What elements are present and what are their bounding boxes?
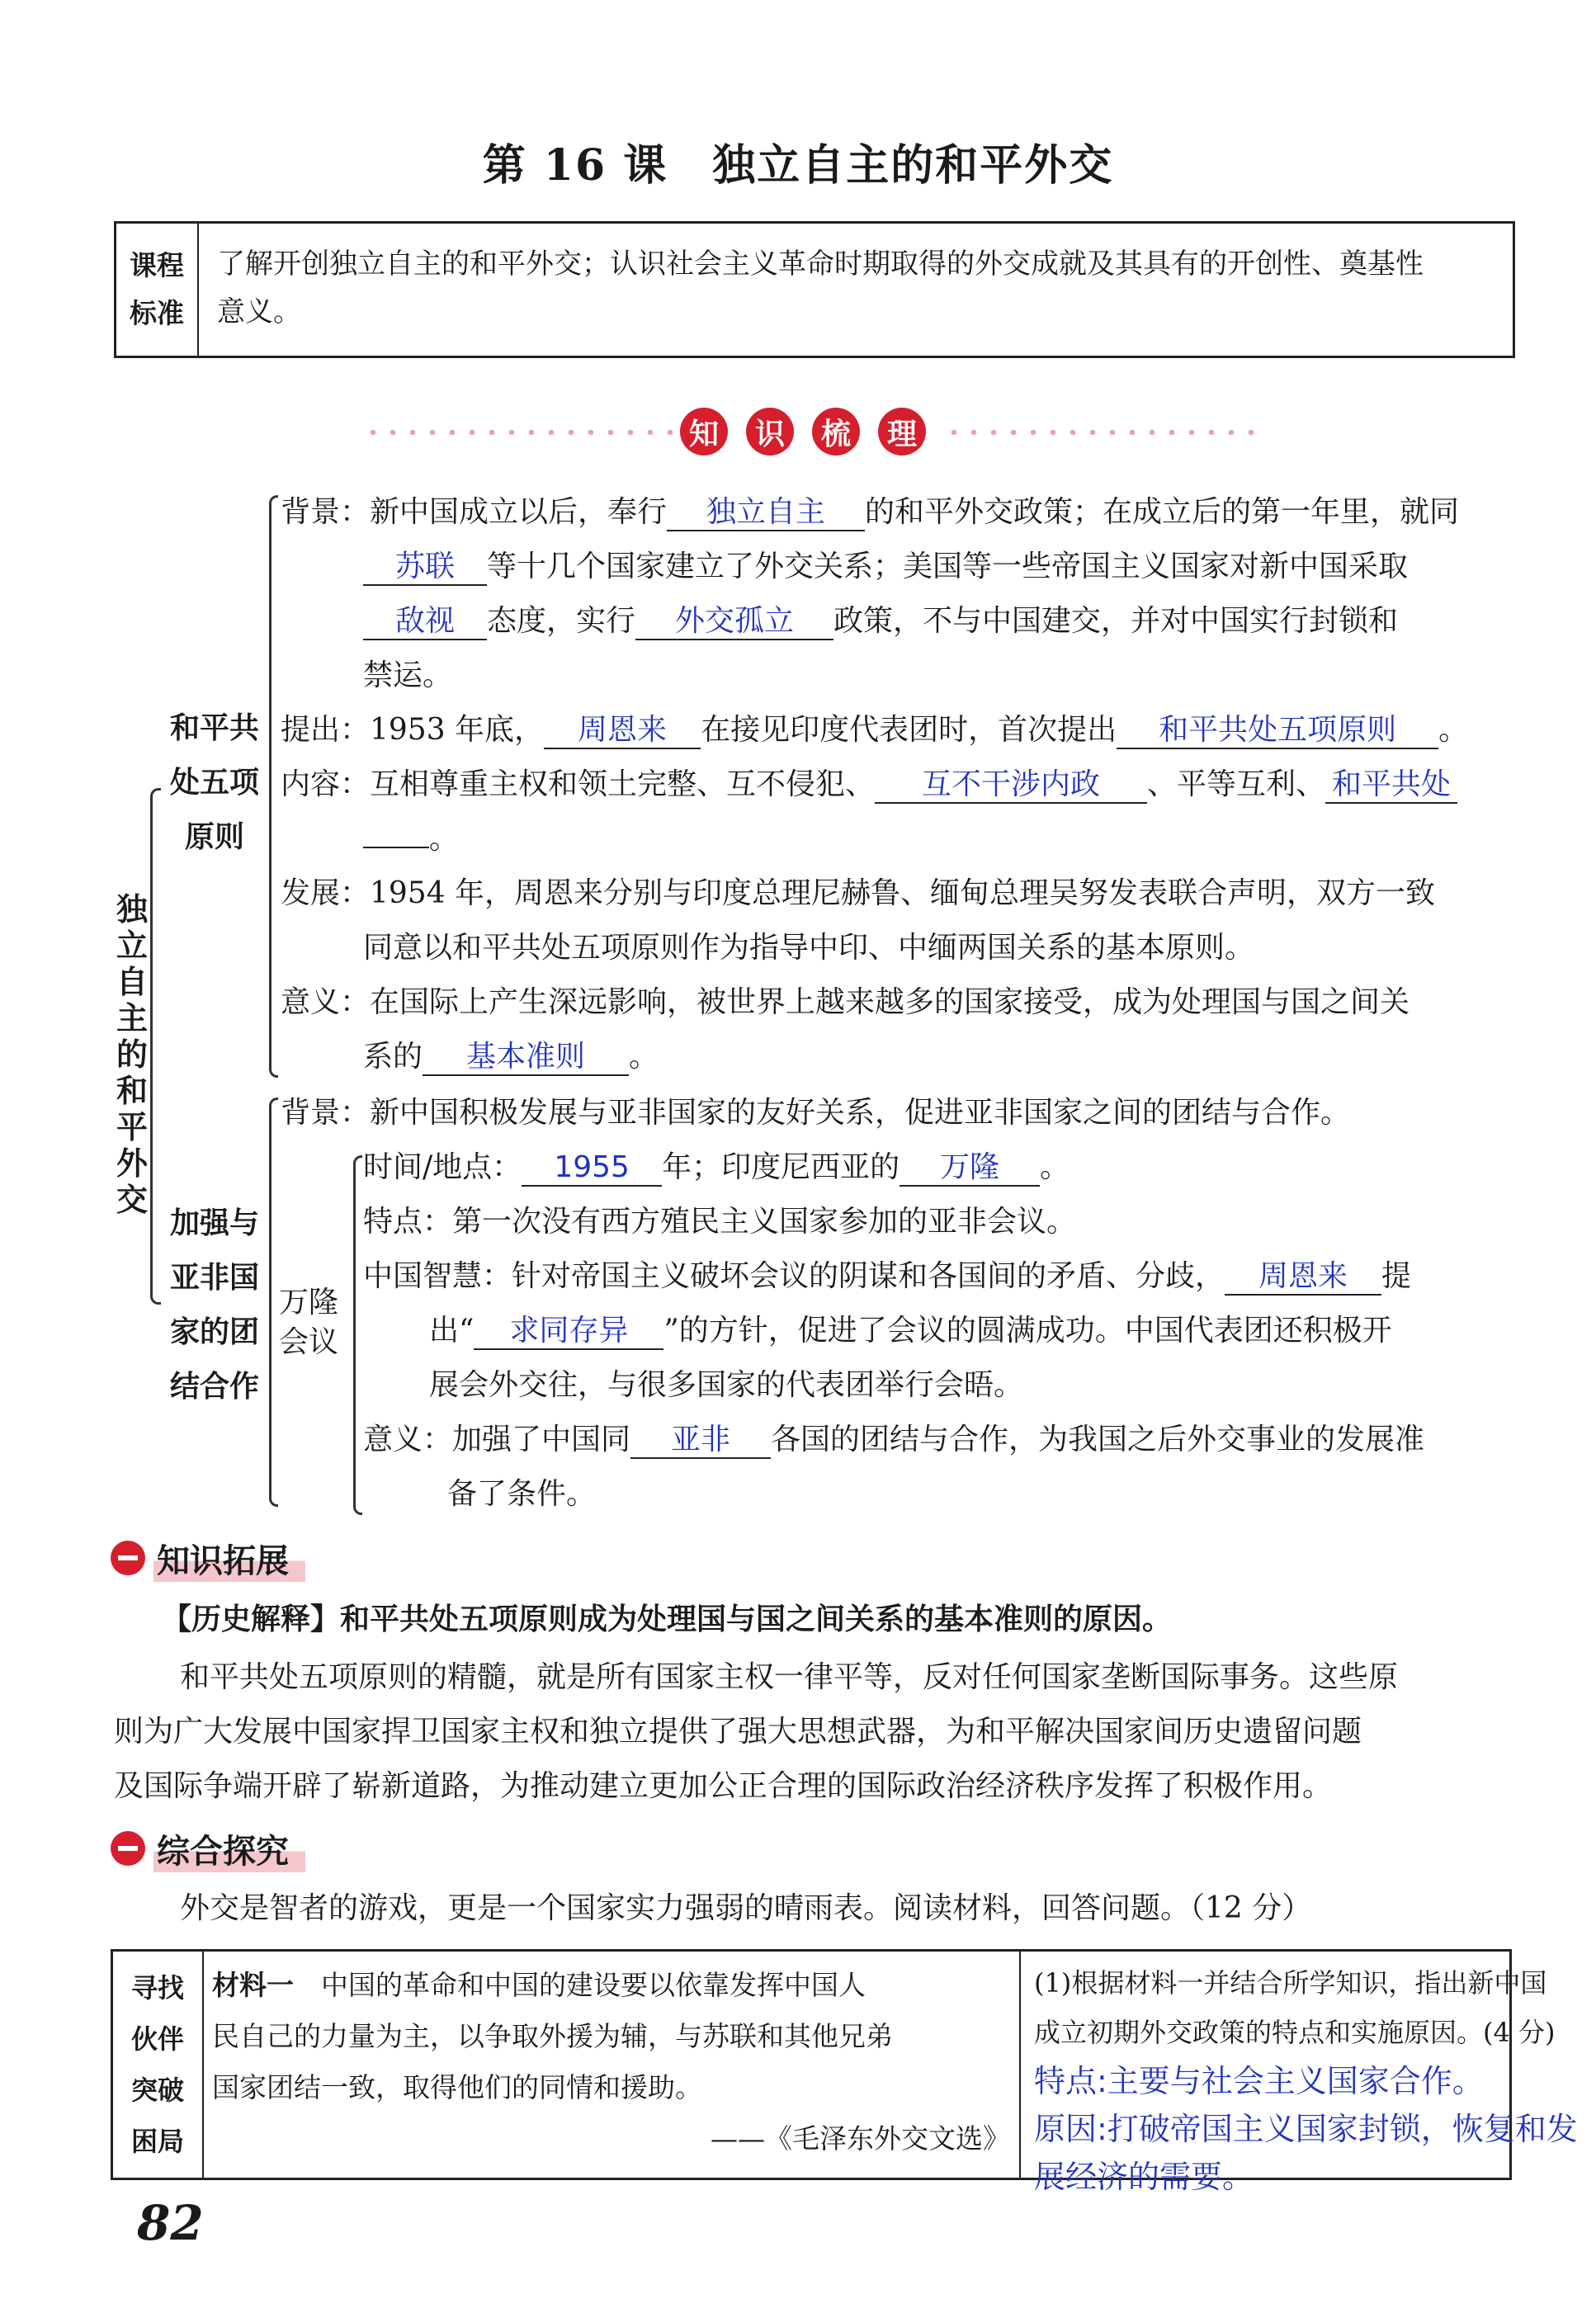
g1-development-line1: 发展：1954 年，周恩来分别与印度总理尼赫鲁、缅甸总理吴努发表联合声明，双方一致 [281, 876, 1436, 910]
banner-char-4: 理 [878, 408, 926, 456]
vt-char: 和 [116, 1073, 148, 1109]
answer-blank-underline [363, 847, 429, 848]
answer-blank: 外交孤立 [635, 604, 833, 640]
group1-bracket [269, 495, 278, 1078]
g2-significance-line2: 备了条件。 [447, 1477, 597, 1511]
vt-char: 的 [116, 1036, 148, 1073]
handwritten-answer [1034, 2057, 1578, 2201]
answer-blank: 1955 [522, 1150, 662, 1187]
side-label-line: 突破 [130, 2075, 184, 2106]
group2-line: 亚非国 [169, 1261, 259, 1295]
bandung-bracket [353, 1155, 362, 1515]
g2-wisdom-line3: 展会外交往，与很多国家的代表团举行会晤。 [429, 1368, 1024, 1402]
g1-proposal: 提出：1953 年底， 周恩来 在接见印度代表团时，首次提出 和平共处五项原则 。 [281, 711, 1468, 749]
g2-wisdom-line2: 出“ 求同存异 ”的方针，促进了会议的圆满成功。中国代表团还积极开 [429, 1312, 1392, 1350]
bandung-label-line: 万隆 [279, 1286, 339, 1319]
material-source: ——《毛泽东外交文选》 [711, 2122, 1010, 2155]
g2-feature: 特点：第一次没有西方殖民主义国家参加的亚非会议。 [363, 1205, 1077, 1239]
extension-para-line3: 及国际争端开辟了崭新道路，为推动建立更加公正合理的国际政治经济秩序发挥了积极作用。 [114, 1769, 1333, 1803]
page-title: 第 16 课 独立自主的和平外交 [482, 140, 1114, 191]
answer-line3: 展经济的需要。 [1034, 2159, 1254, 2195]
side-label-line: 困局 [130, 2126, 184, 2157]
material-line2: 民自己的力量为主，以争取外援为辅，与苏联和其他兄弟 [212, 2020, 893, 2052]
question-line1: (1)根据材料一并结合所学知识，指出新中国 [1034, 1967, 1547, 1999]
answer-blank: 独立自主 [667, 495, 865, 531]
g2-time-place: 时间/地点： 1955 年；印度尼西亚的 万隆 。 [363, 1149, 1070, 1187]
g2-wisdom-line1: 中国智慧：针对帝国主义破坏会议的阴谋和各国间的矛盾、分歧， 周恩来 提 [363, 1258, 1411, 1296]
standard-text-line1: 了解开创独立自主的和平外交；认识社会主义革命时期取得的外交成就及其具有的开创性、奠基性 [217, 248, 1424, 281]
g1-content-line1: 内容：互相尊重主权和领土完整、互不侵犯、 互不干涉内政 、平等互利、 和平共处 [281, 766, 1457, 804]
history-explanation-subhead: 【历史解释】和平共处五项原则成为处理国与国之间关系的基本准则的原因。 [162, 1603, 1173, 1636]
banner-char-2: 识 [746, 408, 794, 456]
arrow-icon [111, 1831, 145, 1866]
answer-blank: 万隆 [900, 1150, 1040, 1187]
group2-line: 结合作 [169, 1370, 259, 1404]
answer-blank: 亚非 [630, 1423, 771, 1459]
bandung-label-line: 会议 [279, 1325, 339, 1359]
g1-development-line2: 同意以和平共处五项原则作为指导中印、中缅两国关系的基本原则。 [363, 931, 1255, 965]
banner-char-1: 知 [680, 408, 728, 456]
g1-background-line1: 背景：新中国成立以后，奉行 独立自主 的和平外交政策；在成立后的第一年里，就同 [281, 493, 1459, 531]
banner-char-3: 梳 [812, 408, 860, 456]
material-divider [1019, 1952, 1021, 2178]
side-label-line: 伙伴 [130, 2023, 184, 2055]
standard-label [116, 224, 199, 356]
banner-dots-right [944, 430, 1266, 435]
vt-char: 独 [116, 891, 148, 928]
vt-char: 交 [116, 1182, 148, 1218]
g2-significance-line1: 意义：加强了中国同 亚非 各国的团结与合作，为我国之后外交事业的发展准 [363, 1421, 1424, 1459]
side-label-line: 寻找 [130, 1972, 184, 2004]
material-one-text [212, 1960, 1017, 2164]
g2-background: 背景：新中国积极发展与亚非国家的友好关系，促进亚非国家之间的团结与合作。 [281, 1096, 1351, 1130]
answer-blank: 互不干涉内政 [875, 767, 1147, 804]
page-number: 82 [137, 2195, 204, 2251]
answer-blank: 敌视 [363, 604, 487, 640]
group1-line: 原则 [184, 820, 244, 854]
group-label-peaceful-coexistence [157, 701, 272, 865]
answer-blank: 周恩来 [544, 713, 701, 749]
bandung-label [279, 1283, 338, 1362]
inquiry-intro: 外交是智者的游戏，更是一个国家实力强弱的晴雨表。阅读材料，回答问题。（12 分） [180, 1891, 1312, 1925]
material-line3: 国家团结一致，取得他们的同情和援助。 [212, 2071, 702, 2103]
answer-blank: 基本准则 [423, 1040, 629, 1076]
group1-line: 处五项 [169, 766, 259, 800]
vt-char: 自 [116, 964, 148, 1000]
answer-blank: 苏联 [363, 550, 487, 586]
extension-para-line1: 和平共处五项原则的精髓，就是所有国家主权一律平等，反对任何国家垄断国际事务。这些原 [180, 1660, 1399, 1694]
answer-blank: 周恩来 [1225, 1259, 1381, 1296]
comprehensive-inquiry-heading [111, 1827, 305, 1870]
group2-bracket [269, 1097, 278, 1507]
knowledge-extension-heading [111, 1536, 305, 1579]
vt-char: 平 [116, 1109, 148, 1145]
standard-label-line2: 标准 [130, 297, 184, 329]
standard-text-line2: 意义。 [217, 295, 301, 328]
standard-text [217, 240, 1488, 336]
vertical-topic-title [111, 891, 153, 1218]
answer-blank: 和平共处 [1325, 767, 1457, 804]
g1-content-line2: 。 [363, 820, 459, 858]
extension-para-line2: 则为广大发展中国家捍卫国家主权和独立提供了强大思想武器，为和平解决国家间历史遗留问题 [114, 1715, 1362, 1749]
section-heading-label: 知识拓展 [153, 1535, 305, 1582]
standard-label-line1: 课程 [130, 249, 184, 281]
arrow-icon [111, 1541, 145, 1575]
vt-char: 主 [116, 1000, 148, 1036]
banner-dots-left [363, 430, 677, 435]
curriculum-standard-box [114, 221, 1515, 358]
g1-background-line4: 禁运。 [363, 658, 453, 692]
group1-line: 和平共 [169, 711, 259, 745]
material-side-label [113, 1952, 204, 2178]
g1-background-line3: 敌视 态度，实行 外交孤立 政策，不与中国建交，并对中国实行封锁和 [363, 602, 1398, 640]
answer-blank: 和平共处五项原则 [1117, 713, 1438, 749]
material-box [111, 1949, 1578, 2195]
group-label-asia-africa [157, 1197, 272, 1414]
question-one [1034, 1958, 1556, 2057]
group2-line: 家的团 [169, 1315, 259, 1349]
group2-line: 加强与 [169, 1206, 259, 1240]
g1-significance-line1: 意义：在国际上产生深远影响，被世界上越来越多的国家接受，成为处理国与国之间关 [281, 985, 1410, 1019]
g1-background-line2: 苏联 等十几个国家建立了外交关系；美国等一些帝国主义国家对新中国采取 [363, 548, 1408, 586]
question-line2: 成立初期外交政策的特点和实施原因。(4 分) [1034, 2017, 1556, 2048]
g1-significance-line2: 系的 基本准则 。 [363, 1038, 659, 1076]
vt-char: 立 [116, 928, 148, 964]
answer-line2: 原因:打破帝国主义国家封锁，恢复和发 [1034, 2111, 1578, 2147]
vt-char: 外 [116, 1145, 148, 1182]
answer-line1: 特点:主要与社会主义国家合作。 [1034, 2063, 1484, 2099]
section-heading-label: 综合探究 [153, 1825, 305, 1872]
answer-blank: 求同存异 [474, 1314, 663, 1350]
material-line1: 材料一 中国的革命和中国的建设要以依靠发挥中国人 [212, 1969, 866, 2001]
material-label: 材料一 [212, 1969, 294, 2001]
